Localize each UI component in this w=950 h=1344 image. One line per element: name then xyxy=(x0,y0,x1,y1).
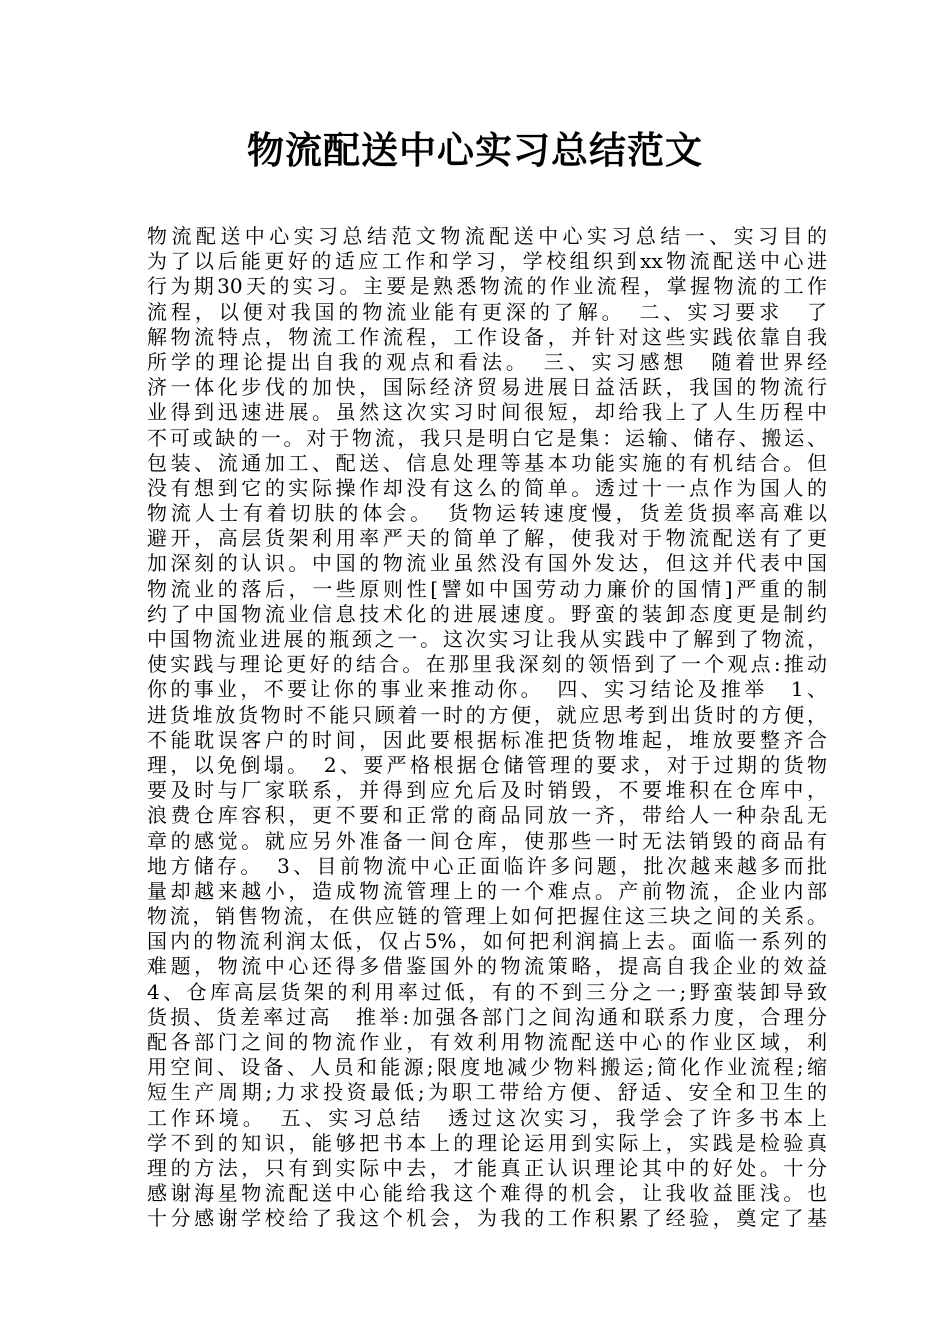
body-line: 业得到迅速进展。虽然这次实习时间很短，却给我上了人生历程中 xyxy=(147,400,827,425)
body-line: 4、仓库高层货架的利用率过低，有的不到三分之一;野蛮装卸导致 xyxy=(147,979,827,1004)
body-line: 进货堆放货物时不能只顾着一时的方便，就应思考到出货时的方便， xyxy=(147,702,827,727)
body-line: 你的事业，不要让你的事业来推动你。 四、实习结论及推举 1、 xyxy=(147,677,827,702)
body-line: 物流配送中心实习总结范文物流配送中心实习总结一、实习目的 xyxy=(147,224,827,248)
document-body xyxy=(147,224,827,1232)
body-line: 十分感谢学校给了我这个机会，为我的工作积累了经验，奠定了基 xyxy=(147,1206,827,1231)
body-line: 中国物流业进展的瓶颈之一。这次实习让我从实践中了解到了物流， xyxy=(147,627,827,651)
body-line: 约了中国物流业信息技术化的进展速度。野蛮的装卸态度更是制约 xyxy=(147,601,827,626)
body-line: 短生产周期;力求投资最低;为职工带给方便、舒适、安全和卫生的 xyxy=(147,1080,827,1105)
body-line: 理，以免倒塌。 2、要严格根据仓储管理的要求，对于过期的货物 xyxy=(147,752,827,777)
body-line: 流程，以便对我国的物流业能有更深的了解。 二、实习要求 了 xyxy=(147,299,827,324)
body-line: 章的感觉。就应另外准备一间仓库，使那些一时无法销毁的商品有 xyxy=(147,828,827,853)
body-line: 浪费仓库容积，更不要和正常的商品同放一齐，带给人一种杂乱无 xyxy=(147,803,827,828)
body-line: 量却越来越小，造成物流管理上的一个难点。产前物流，企业内部 xyxy=(147,878,827,903)
body-line: 感谢海星物流配送中心能给我这个难得的机会，让我收益匪浅。也 xyxy=(147,1181,827,1206)
body-line: 包装、流通加工、配送、信息处理等基本功能实施的有机结合。但 xyxy=(147,450,827,475)
body-line: 不能耽误客户的时间，因此要根据标准把货物堆起，堆放要整齐合 xyxy=(147,727,827,752)
body-line: 配各部门之间的物流作业，有效利用物流配送中心的作业区域，利 xyxy=(147,1030,827,1054)
document-title: 物流配送中心实习总结范文 xyxy=(247,129,703,172)
body-line: 不可或缺的一。对于物流，我只是明白它是集：运输、储存、搬运、 xyxy=(147,425,827,450)
body-line: 货损、货差率过高 推举:加强各部门之间沟通和联系力度，合理分 xyxy=(147,1004,827,1029)
body-line: 行为期30天的实习。主要是熟悉物流的作业流程，掌握物流的工作 xyxy=(147,274,827,299)
body-line: 没有想到它的实际操作却没有这么的简单。透过十一点作为国人的 xyxy=(147,475,827,500)
body-line: 工作环境。 五、实习总结 透过这次实习，我学会了许多书本上 xyxy=(147,1105,827,1130)
body-line: 解物流特点，物流工作流程，工作设备，并针对这些实践依靠自我 xyxy=(147,324,827,349)
body-line: 用空间、设备、人员和能源;限度地减少物料搬运;简化作业流程;缩 xyxy=(147,1055,827,1080)
body-line: 国内的物流利润太低，仅占5%，如何把利润搞上去。面临一系列的 xyxy=(147,929,827,954)
body-line: 学不到的知识，能够把书本上的理论运用到实际上，实践是检验真 xyxy=(147,1130,827,1155)
body-line: 理的方法，只有到实际中去，才能真正认识理论其中的好处。十分 xyxy=(147,1155,827,1180)
body-line: 为了以后能更好的适应工作和学习，学校组织到xx物流配送中心进 xyxy=(147,249,827,274)
body-line: 难题，物流中心还得多借鉴国外的物流策略，提高自我企业的效益 xyxy=(147,954,827,979)
body-line: 物流人士有着切肤的体会。 货物运转速度慢，货差货损率高难以 xyxy=(147,501,827,526)
body-line: 地方储存。 3、目前物流中心正面临许多问题，批次越来越多而批 xyxy=(147,853,827,878)
body-line: 加深刻的认识。中国的物流业虽然没有国外发达，但这并代表中国 xyxy=(147,551,827,576)
body-line: 要及时与厂家联系，并得到应允后及时销毁，不要堆积在仓库中， xyxy=(147,778,827,803)
body-line: 物流业的落后，一些原则性[譬如中国劳动力廉价的国情]严重的制 xyxy=(147,576,827,601)
body-line: 避开，高层货架利用率严天的简单了解，使我对于物流配送有了更 xyxy=(147,526,827,551)
body-line: 使实践与理论更好的结合。在那里我深刻的领悟到了一个观点:推动 xyxy=(147,652,827,677)
body-line: 物流，销售物流，在供应链的管理上如何把握住这三块之间的关系。 xyxy=(147,904,827,929)
body-line: 济一体化步伐的加快，国际经济贸易进展日益活跃，我国的物流行 xyxy=(147,375,827,400)
body-line: 所学的理论提出自我的观点和看法。 三、实习感想 随着世界经 xyxy=(147,349,827,374)
